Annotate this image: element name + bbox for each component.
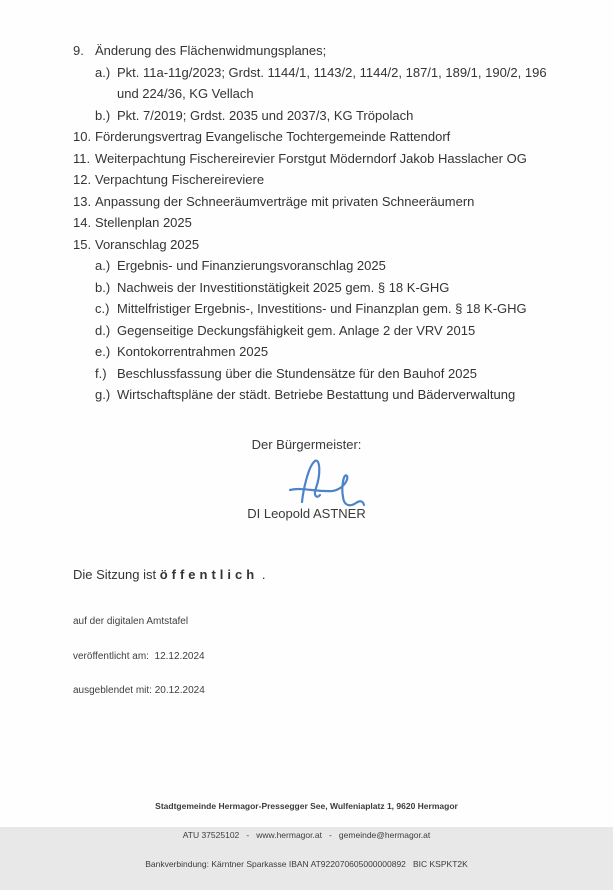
agenda-subitem-text <box>117 384 578 406</box>
posting-line-hidden: ausgeblendet mit: 20.12.2024 <box>73 685 205 696</box>
agenda-item-text: Änderung des Flächenwidmungsplanes; <box>95 43 327 58</box>
posting-info <box>73 593 205 720</box>
mayor-title: Der Bürgermeister: <box>251 437 362 452</box>
public-session-note <box>73 567 265 582</box>
agenda-subitem-text <box>117 320 578 342</box>
agenda-subitem <box>95 255 578 277</box>
agenda-item-text: Weiterpachtung Fischereirevier Forstgut Möderndorf Jakob Hasslacher OG <box>95 150 527 166</box>
agenda-item <box>73 148 578 170</box>
agenda-subitem-text <box>117 105 578 127</box>
agenda-item-text: Verpachtung Fischereireviere <box>95 172 265 187</box>
agenda-item-number: 14. <box>73 215 92 230</box>
agenda-subitem-text <box>117 62 578 105</box>
agenda-subitem-line: Ergebnis- und Finanzierungsvoranschlag 2025 <box>117 258 386 273</box>
agenda-subitem-label: g.) <box>95 387 111 402</box>
agenda-subitem-text <box>117 298 578 320</box>
agenda-subitem-line: Wirtschaftspläne der städt. Betriebe Bestattung und Bäderverwaltung <box>117 387 516 402</box>
agenda-subitem <box>95 320 578 342</box>
agenda-subitem-label: d.) <box>95 322 111 338</box>
public-note-suffix: . <box>258 567 266 582</box>
signature-ink <box>286 454 370 512</box>
agenda-subitem-label: f.) <box>95 365 107 381</box>
agenda-subitem <box>95 277 578 299</box>
agenda-item-number: 10. <box>73 129 92 144</box>
posting-line-board: auf der digitalen Amtstafel <box>73 616 189 627</box>
agenda-item <box>73 191 578 213</box>
agenda-subitem-label: a.) <box>95 258 111 273</box>
agenda-item-number: 12. <box>73 172 92 187</box>
agenda-subitem-line: Mittelfristiger Ergebnis-, Investitions- und Finanzplan gem. § 18 K-GHG <box>117 301 527 316</box>
agenda-subitem-label: c.) <box>95 301 110 316</box>
agenda-subitem-label: a.) <box>95 64 111 80</box>
agenda-subitem-label: b.) <box>95 107 111 123</box>
agenda-subitem-line: Pkt. 7/2019; Grdst. 2035 und 2037/3, KG Tröpolach <box>117 107 414 123</box>
agenda-subitem-line: Pkt. 11a-11g/2023; Grdst. 1144/1, 1143/2, 1144/2, 187/1, 189/1, 190/2, 196 <box>117 64 547 80</box>
agenda-item <box>73 169 578 191</box>
footer-contact: ATU 37525102 - www.hermagor.at - gemeinde@hermagor.at <box>182 829 431 840</box>
agenda-subitem <box>95 363 578 385</box>
agenda-subitem-line: Kontokorrentrahmen 2025 <box>117 344 269 359</box>
footer-address: Stadtgemeinde Hermagor-Pressegger See, Wulfeniaplatz 1, 9620 Hermagor <box>155 800 458 811</box>
agenda-subitem-text <box>117 341 578 363</box>
posting-line-published: veröffentlicht am: 12.12.2024 <box>73 650 205 662</box>
agenda-subitem <box>95 384 578 406</box>
agenda-item <box>73 212 578 234</box>
agenda-subitem-line: Beschlussfassung über die Stundensätze für den Bauhof 2025 <box>117 365 477 381</box>
agenda-item-text: Förderungsvertrag Evangelische Tochtergemeinde Rattendorf <box>95 129 451 144</box>
agenda-subitem-text <box>117 363 578 385</box>
agenda-subitem <box>95 62 578 105</box>
agenda-subitem-text <box>117 277 578 299</box>
agenda-subitem <box>95 341 578 363</box>
agenda-subitem <box>95 298 578 320</box>
agenda-list <box>73 40 578 406</box>
agenda-subitem-line: Gegenseitige Deckungsfähigkeit gem. Anlage 2 der VRV 2015 <box>117 322 476 338</box>
agenda-item <box>73 126 578 148</box>
agenda-subitem-label: e.) <box>95 344 111 359</box>
letter-footer <box>0 782 613 890</box>
agenda-item-text: Stellenplan 2025 <box>95 215 192 230</box>
agenda-item-number: 9. <box>73 43 84 58</box>
agenda-item-text: Voranschlag 2025 <box>95 236 200 252</box>
public-note-emphasis: öffentlich <box>159 567 259 582</box>
agenda-item-number: 11. <box>73 150 91 166</box>
agenda-item <box>73 40 578 62</box>
agenda-item-number: 13. <box>73 193 92 209</box>
agenda-item-text: Anpassung der Schneeräumverträge mit privaten Schneeräumern <box>95 193 475 209</box>
agenda-subitem-line: Nachweis der Investitionstätigkeit 2025 gem. § 18 K-GHG <box>117 279 450 295</box>
agenda-item-number: 15. <box>73 236 92 252</box>
mayor-name: DI Leopold ASTNER <box>247 506 366 521</box>
agenda-subitem-text <box>117 255 578 277</box>
agenda-subitem <box>95 105 578 127</box>
agenda-subitem-line: und 224/36, KG Vellach <box>117 86 254 101</box>
agenda-item <box>73 234 578 256</box>
public-note-prefix: Die Sitzung ist <box>73 567 160 582</box>
footer-bank: Bankverbindung: Kärntner Sparkasse IBAN AT922070605000000892 BIC KSPKT2K <box>145 859 468 870</box>
agenda-subitem-label: b.) <box>95 279 111 295</box>
